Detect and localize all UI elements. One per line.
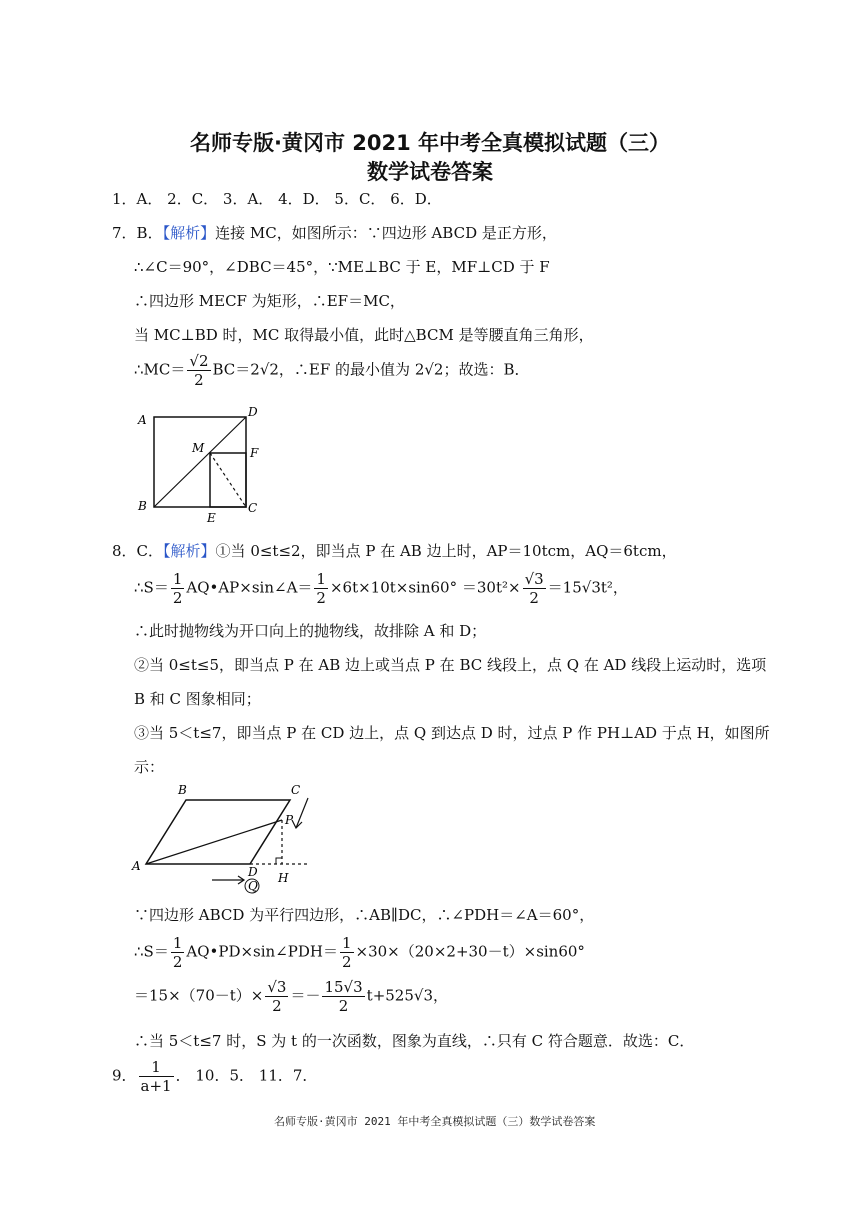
q7-line3: ∴四边形 MECF 为矩形，∴EF＝MC， — [134, 292, 405, 310]
q7-label-m: M — [192, 441, 205, 455]
q8-l10-frac2-den: 2 — [338, 997, 349, 1015]
q7-line5 — [134, 352, 530, 389]
q8-l2b: AQ•AP×sin∠A＝ — [186, 578, 313, 597]
q8-l2-frac2 — [314, 570, 328, 607]
q9-11-rest: ． 10．5． 11．7． — [175, 1066, 318, 1085]
q8-l10-frac1 — [265, 978, 288, 1015]
q8-l2-frac3-num: √3 — [524, 570, 544, 588]
q9-frac-num: 1 — [139, 1058, 174, 1077]
q7-l5a: ∴MC＝ — [134, 360, 186, 379]
q8-l9-frac2 — [340, 934, 354, 971]
q7-label-c: C — [248, 501, 258, 515]
q8-line6: ③当 5＜t≤7，即当点 P 在 CD 边上，点 Q 到达点 D 时，过点 P 作 PH⊥AD 于点 H，如图所 — [134, 724, 770, 742]
q8-label-p: P — [285, 813, 294, 827]
q9-11-line — [112, 1058, 317, 1095]
q8-l2c: ×6t×10t×sin60° ＝30t²× — [329, 578, 521, 597]
q8-line5: B 和 C 图象相同； — [134, 690, 261, 708]
q8-label-d: D — [248, 865, 258, 879]
q7-analysis-tag: 【解析】 — [162, 224, 216, 242]
q8-line11: ∴当 5＜t≤7 时，S 为 t 的一次函数，图象为直线，∴只有 C 符合题意．故选：C． — [134, 1032, 695, 1050]
q9-fraction — [139, 1058, 174, 1095]
q8-l10b: ＝－ — [290, 986, 321, 1005]
q7-frac-num: √2 — [189, 352, 209, 370]
q8-l9b: AQ•PD×sin∠PDH＝ — [186, 942, 338, 961]
q8-label-c: C — [291, 783, 301, 797]
q8-l2-frac1-den: 2 — [172, 589, 183, 607]
q7-label-a: A — [138, 413, 147, 427]
q8-l9a: ∴S＝ — [134, 942, 169, 961]
q7-label-b: B — [138, 499, 147, 513]
q8-l2-frac1-num: 1 — [172, 570, 183, 588]
q8-l10a: ＝15×（70－t）× — [134, 986, 264, 1005]
q8-line2 — [134, 570, 628, 607]
answers-1-6: 1．A． 2．C． 3．A． 4．D． 5．C． 6．D． — [112, 190, 442, 208]
q8-line10 — [134, 978, 448, 1015]
q7-label-d: D — [248, 405, 258, 419]
q7-line4: 当 MC⊥BD 时，MC 取得最小值，此时△BCM 是等腰直角三角形， — [134, 326, 594, 344]
q8-l10-frac2-num: 15√3 — [324, 978, 363, 996]
q8-text1: ①当 0≤t≤2，即当点 P 在 AB 边上时，AP＝10tcm，AQ＝6tcm， — [215, 542, 677, 560]
q7-fraction — [187, 352, 210, 389]
q8-line9 — [134, 934, 585, 971]
q8-l10-frac2 — [322, 978, 364, 1015]
q8-label-h: H — [278, 871, 289, 885]
q9-head: 9． — [112, 1066, 137, 1085]
q8-l9-frac2-num: 1 — [341, 934, 352, 952]
q8-line3: ∴此时抛物线为开口向上的抛物线，故排除 A 和 D； — [134, 622, 487, 640]
q7-square-figure — [132, 402, 272, 524]
q8-l2d: ＝15√3t²， — [547, 578, 628, 597]
q8-parallelogram-figure — [128, 778, 328, 896]
q7-head: 7．B． — [112, 224, 163, 242]
q8-l2-frac1 — [171, 570, 185, 607]
q8-label-q: Q — [248, 879, 258, 893]
q8-l9c: ×30×（20×2+30－t）×sin60° — [355, 942, 585, 961]
q8-l10-frac1-den: 2 — [272, 997, 282, 1015]
q7-l5b: BC＝2√2，∴EF 的最小值为 2√2；故选：B． — [212, 360, 530, 379]
q8-l2-frac2-den: 2 — [316, 589, 326, 607]
q8-l2-frac3-den: 2 — [529, 589, 539, 607]
page-footer: 名师专版·黄冈市 2021 年中考全真模拟试题（三）数学试卷答案 — [274, 1115, 596, 1128]
q7-label-e: E — [207, 511, 216, 524]
q7-label-f: F — [250, 446, 259, 460]
q8-l9-frac1 — [171, 934, 185, 971]
q7-line2: ∴∠C＝90°，∠DBC＝45°，∵ME⊥BC 于 E，MF⊥CD 于 F — [134, 258, 550, 276]
q8-label-b: B — [178, 783, 187, 797]
q8-l2a: ∴S＝ — [134, 578, 169, 597]
page-title: 名师专版·黄冈市 2021 年中考全真模拟试题（三） — [189, 131, 671, 155]
q8-l9-frac1-num: 1 — [172, 934, 183, 952]
q7-text1: 连接 MC，如图所示：∵四边形 ABCD 是正方形， — [215, 224, 557, 242]
q7-line1 — [112, 222, 557, 244]
q8-l9-frac1-den: 2 — [172, 953, 183, 971]
q8-l10c: t+525√3， — [366, 986, 449, 1005]
q7-frac-den: 2 — [194, 371, 204, 389]
q8-l10-frac1-num: √3 — [267, 978, 287, 996]
q8-l2-frac3 — [523, 570, 546, 607]
q8-l2-frac2-num: 1 — [316, 570, 326, 588]
q9-frac-den: a+1 — [140, 1077, 172, 1095]
q8-line7: 示： — [134, 758, 165, 776]
q8-l9-frac2-den: 2 — [341, 953, 352, 971]
page-subtitle: 数学试卷答案 — [367, 160, 493, 184]
q8-analysis-tag: 【解析】 — [163, 542, 216, 560]
q8-line4: ②当 0≤t≤5，即当点 P 在 AB 边上或当点 P 在 BC 线段上，点 Q 在 AD 线段上运动时，选项 — [134, 656, 767, 674]
q8-label-a: A — [132, 859, 141, 873]
q8-head: 8．C． — [112, 542, 164, 560]
q8-line1 — [112, 540, 677, 562]
q8-line8: ∵四边形 ABCD 为平行四边形，∴AB∥DC，∴∠PDH＝∠A＝60°， — [134, 906, 595, 924]
